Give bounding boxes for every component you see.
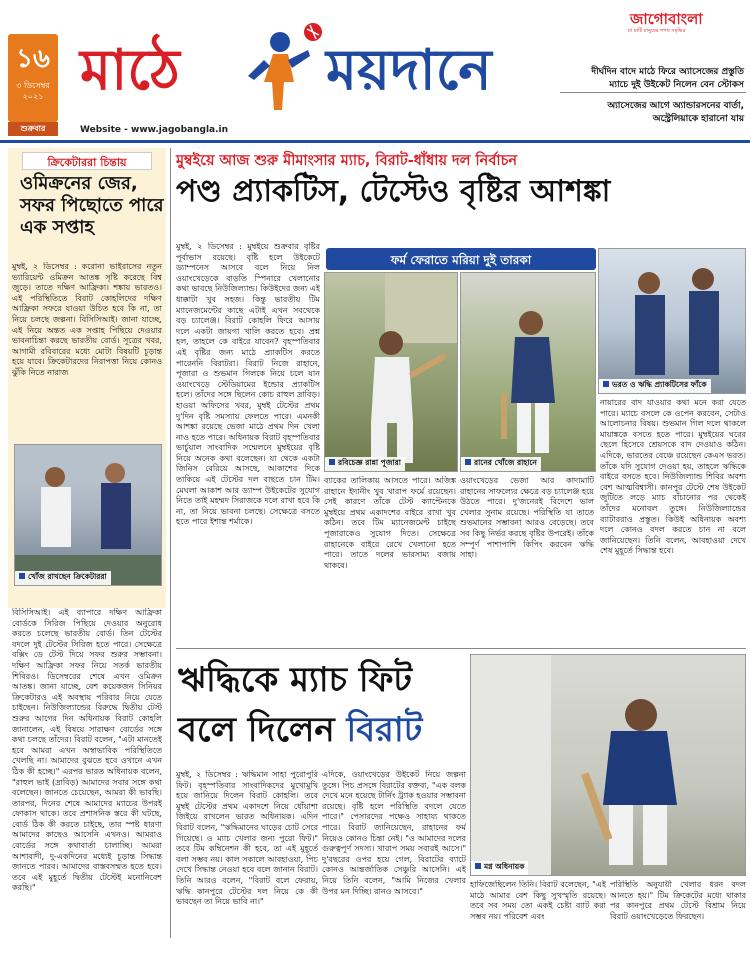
second-col-2: এদিকে, ওয়াংখেড়ের উইকেট নিয়ে জল্পনা তুঙ্গে। পিচ প্রসঙ্গে বিরাটের বক্তব্য, "এক বলক দেখে মনে হয়েছে টার্নিং ট্র্যাক হওয়ার সম্ভাবনা রয়েছে। বৃষ্টি হলে পরিস্থিতি বদলে যেতে পারে।" পেসারদের পক্ষেও সাহায্য থাকতে পারে। বিরাট জানিয়েছেন, রাহানের ফর্ম নিয়েও কোনও চিন্তা নেই। "ও আমাদের দলের গুরুত্বপূর্ণ সদস্য। খারাপ সময় সবারই আসে।" দু'বছরের ওপর হয়ে গেল, বিরাটের ব্যাটে কোনও আন্তর্জাতিক সেঞ্চুরি আসেনি। এই নিয়ে তিনি বলেন, "আমি নিজের খেলার উপর মন দিচ্ছি। রানও আসবে।" [322, 770, 466, 896]
left-kicker: ক্রিকেটাররা চিন্তায় [47, 156, 127, 169]
photo-banner: ফর্ম ফেরাতে মরিয়া দুই তারকা [390, 253, 532, 267]
left-photo-caption: খোঁজ রাখছেন ক্রিকেটাররা [28, 572, 107, 581]
teaser-2-line-2: অস্ট্রেলিয়াকে হারানো যায় [652, 114, 744, 124]
main-col-4: নায়ারের বাদ যাওয়ার কথা মনে করা যেতে পারে। ম্যাচে বসলে কে ওপেন করবেন, সেটাও আলোচনার বিষয়। শুভমান গিল দলে থাকলে মায়াঙ্ককে বসতে হতে পারে। মুম্বইয়ের ঘরের ছেলে হিসেবে শ্রেয়সকে বাদ দেওয়াও কঠিন। এদিকে, ভারতের বেঞ্চে রয়েছেন কেএস ভরত। তাঁকে যদি সুযোগ দেওয়া হয়, তাহলে ঋদ্ধিকে বাইরে বসতে হবে। নিউজিল্যান্ড শিবির অবশ্য বেশ আত্মবিশ্বাসী। কানপুর টেস্টে শেষ উইকেট জুটিতে লড়ে ম্যাচ বাঁচানোর পর থেকেই তাঁদের মনোবল তুঙ্গে। নিউজিল্যান্ডের ব্যাটাররাও প্রস্তুত। কিউই অধিনায়ক অবশ্য দলে কোনও বদল করতে চান না বলে জানিয়েছেন। তিনি বলেন, আবহাওয়া দেখে শেষ মুহূর্তে সিদ্ধান্ত হবে। [600, 398, 746, 556]
main-headline: পণ্ড প্র্যাকটিস, টেস্টেও বৃষ্টির আশঙ্কা [176, 174, 611, 209]
left-photo [14, 444, 162, 586]
main-col-1: মুম্বই, ২ ডিসেম্বর : মুম্বইয়ে শুক্রবার বৃষ্টির পূর্বাভাস রয়েছে। বৃষ্টি হলে উইকেটে ড্যাম্পনেস আসবে বলে নিয়ে নিল ওয়াংখেড়েকে বাড়তি স্পিনারে খেলানোর কথা ভাবছে নিউজিল্যান্ড। কিউইদের জন্য এই ধাক্কাটা খুব সহজ। কিন্তু ভারতীয় টিম ম্যানেজমেন্টের কাছে এটাই এখন সবথেকে বড় চ্যালেঞ্জ। বিরাট কোহলি ফিরে আসায় দলে একটা জায়গা খালি করতে হবে। প্রশ্ন হল, তাহলে কে বাইরে যাবেন? বৃহস্পতিবার এই বৃষ্টির জন্য মাঠে প্র্যাকটিস করতে পারেননি বিরাটরা। বিরাট নিজে রাহানে, পূজারা ও শুভমান গিলকে নিয়ে চলে যান ওয়াংখেড়ে স্টেডিয়ামের ইন্ডোর প্র্যাকটিস হলে। তাঁদের সঙ্গে ছিলেন কোচ রাহুল দ্রাবিড়। হাওয়া অফিসের খবর, মুম্বই টেস্টের প্রথম দু'দিন বৃষ্টি সমস্যায় ফেলতে পারে। এমনকী আশঙ্কা রয়েছে ভেজা মাঠে প্রথম দিন খেলা নাও হতে পারে। অধিনায়ক বিরাট বৃহস্পতিবার ভার্চুয়াল সাংবাদিক সম্মেলনে মুম্বইয়ের বৃষ্টি নিয়ে অনেক কথা বলেছেন। যা থেকে একটা জিনিস বেরিয়ে আসছে, আকাশের দিকে তাকিয়ে এই টেস্টের দল বাছতে চান টিম। মেঘলা আকাশ আর ড্যাম্প উইকেটের সুযোগ নিতে তাই মহম্মদ সিরাজকে দলে রাখা হবে কি না, তা নিয়ে ভাবনা চলছে। সেক্ষেত্রে বসতে হতে পারে ইশান্ত শর্মাকে। [176, 242, 320, 527]
photo-bharat-saha-caption: ভরত ও ঋদ্ধি প্র্যাকটিসের ফাঁকে [612, 380, 707, 389]
main-kicker: মুম্বইয়ে আজ শুরু মীমাংসার ম্যাচ, বিরাট-ধাঁধায় দল নির্বাচন [176, 153, 518, 169]
issue-date: ৩ ডিসেম্বর ২০২১ [16, 81, 50, 101]
left-column-rule [170, 148, 171, 938]
photo-bharat-saha [598, 248, 746, 394]
left-body-2: বিসিসিআই। এই ব্যাপারে দক্ষিণ আফ্রিকা বোর্ডকে সিরিজ পিছিয়ে দেওয়ার অনুরোধ করতে চলেছে ভারতীয় বোর্ড। তিন টেস্টের বদলে দুই টেস্টের সিরিজ হতে পারে। সেক্ষেত্রে বক্সিং ডে টেস্ট দিয়ে সফর শুরুর সম্ভাবনা। দক্ষিণ আফ্রিকা সফর নিয়ে সতর্ক ভারতীয় শিবিরও। ডিসেম্বরের শেষে এখন ওমিক্রন আতঙ্ক। জানা যাচ্ছে, বেশ কয়েকজন সিনিয়র ক্রিকেটারও এই অবস্থায় পরিবার নিয়ে যেতে চাইছেন। নিউজিল্যান্ডের বিরুদ্ধে দ্বিতীয় টেস্ট শুরুর আগের দিন অধিনায়ক বিরাট কোহলি জানালেন, এই বিষয়ে সারাক্ষণ বোর্ডের সঙ্গে কথা চলছে তাঁদের। বিরাট বলেন, "এটা মানতেই হবে আমরা এখন অস্বাভাবিক পরিস্থিতিতে খেলছি না। আমাদের বুঝতে হবে ওখানে এখন ঠিক কী হচ্ছে।" এরপর ভারত অধিনায়ক বলেন, "রাহুল ভাই (দ্রাবিড়) আমাদের সবার সঙ্গে কথা বলেছেন। জানতে চেয়েছেন, আমরা কী ভাবছি। তারপর, দিনের শেষে আমাদের ম্যাচের উপরই ফোকাস থাকে। তবে প্রশাসনিক স্তরে কী ঘটছে, বোর্ড ঠিক কী করতে চাইছে, তার স্পষ্ট ধারণা আমাদের কাছেও আসেনি এখনও। আমরাও বোর্ডের সঙ্গে কথাবার্তা চালাচ্ছি। আমরা আশাবাদী, দু-একদিনের মধ্যেই চূড়ান্ত সিদ্ধান্ত জানতে পারব। আমাদের বাস্তবসম্মত হতে হবে। তবে এই মুহূর্তে দ্বিতীয় টেস্টেই মনোনিবেশ করছি।" [12, 608, 162, 893]
second-headline-line-1: ঋদ্ধিকে ম্যাচ ফিট [178, 660, 412, 700]
second-col-5: পরিস্থিতি অনুযায়ী খেলার ধরন বদল আনতে হয়।" টিম ক্রিকেটের মধ্যে থাকার পর কানপুরে প্রথম টেস্টে বিশ্রাম নিয়ে বিরাট ওয়াংখেড়েতে ফিরছেন। [610, 880, 746, 921]
photo-pujara-caption: রবিচেজ্ঞ রান্না পূজারা [338, 458, 401, 467]
page-number: ১৬ [16, 44, 50, 74]
second-headline-line-2 [178, 708, 478, 752]
teaser-2-line-1: অ্যাসেজের আগে অ্যান্ডারসনের বার্তা, [607, 101, 744, 111]
teaser-divider [560, 92, 746, 93]
player-logo [218, 20, 328, 120]
photo-rahane-caption: রানের খোঁজে রাহানে [474, 458, 537, 467]
teaser-1-line-1: দীর্ঘদিন বাদে মাঠে ফিরে অ্যাসেজের প্রস্তুতি [591, 67, 744, 77]
photo-kohli-caption: মগ্ন অধিনায়ক [484, 862, 525, 871]
masthead-rule [0, 140, 750, 143]
main-col-2: ব্যাকের তালিকায় আসতে পারে। অজিঙ্ক রাহানে ইদানীং খুব খারাপ ফর্মে রয়েছেন। সেই কারণে তাঁকে টেস্ট ক্যাপ্টেনকে মুম্বইয়ে প্রথম একাদশের বাইরে রাখা খুব কঠিন। তবে টিম ম্যানেজমেন্ট চাইছে পূজারাকেও সুযোগ দিতে। সেক্ষেত্রে রাহানেকে বাইরে রেখে খেলানো হতে পারে। তাতে দলের ভারসাম্য বজায় থাকবে। [324, 476, 456, 570]
photo-pujara [324, 272, 458, 472]
second-headline-accent: বিরাট [346, 710, 423, 750]
second-col-1: মুম্বই, ২ ডিসেম্বর : ঋদ্ধিমান সাহা পুরোপুরি ফিট। বৃহস্পতিবার সাংবাদিকদের মুখোমুখি হয়ে জানিয়ে দিলেন বিরাট কোহলি। তবে মুম্বই টেস্টের প্রথম একাদশে নিয়ে ধোঁয়াশা জিইয়ে রাখলেন ভারত অধিনায়ক। এদিন বিরাট বলেন, "ঋদ্ধিমানের ঘাড়ের চোট সেরে গিয়েছে। ও ম্যাচ খেলার জন্য পুরো ফিট।" তবে টিম কম্বিনেশন কী হবে, তা এই মুহূর্তে বলা সম্ভব নয়। কাল সকালে আবহাওয়া, পিচ দেখে সিদ্ধান্ত নেওয়া হবে বলে জানান বিরাট। তিনি আরও বলেন, "বিরাট বলে ফেরায়, ঋদ্ধি কানপুরে টেস্টের দল নিয়ে কে কী ভাবছেন তা নিয়ে ভাবি না।" [176, 770, 318, 907]
section-title-right: ময়দানে [326, 38, 492, 103]
second-headline-main: বলে দিলেন [178, 710, 335, 750]
photo-rahane [460, 272, 596, 472]
section-divider [176, 648, 746, 649]
photo-kohli [470, 654, 746, 876]
left-body-1: মুম্বই, ২ ডিসেম্বর : করোনা ভাইরাসের নতুন ভ্যারিয়েন্ট ওমিক্রন আতঙ্ক সৃষ্টি করেছে বিশ্ব জুড়ে। তাতে দক্ষিণ আফ্রিকা। শঙ্কায় ভারতও। এই পরিস্থিতিতে বিরাট কোহলিদের দক্ষিণ আফ্রিকা সফরে যাওয়া উচিত হবে কি না, তা নিয়ে চলছে জল্পনা। বিসিসিআই। জানা যাচ্ছে, এই নিয়ে অন্তত এক সপ্তাহ পিছিয়ে দেওয়ার ভাবনাচিন্তা করছে ভারতীয় বোর্ড। সূত্রের খবর, আগামী রবিবারের মধ্যে মোটা বিষয়টি চূড়ান্ত হয়ে যাবে। ক্রিকেটারদের নিরাপত্তা নিয়ে কোনও ঝুঁকি নিতে নারাজ [12, 262, 162, 377]
left-headline: ওমিক্রনের জের, সফর পিছোতে পারে এক সপ্তাহ [20, 173, 164, 238]
main-col-3: ওয়াংখেড়ের ভেজা আর কাদামাটি রাহানের সাফল্যের ক্ষেত্রে বড় চ্যালেঞ্জ হয়ে উঠতে পারে। দু'জনেরই বিদেশে ভাল খেলার সুনাম রয়েছে। পরিস্থিতি যা তাতে শুভমানের সম্ভাবনা আরও বেড়েছে। তবে সব কিছু নির্ভর করছে বৃষ্টির উপরেই। তাঁকে সম্পূর্ণ পাশাপাশি কিপিং করবেন ঋদ্ধি সাহা। [460, 476, 594, 560]
brand-tagline: মা মাটি মানুষের শপথ সমৃদ্ধির [628, 28, 686, 34]
website-url[interactable]: Website - www.jagobangla.in [80, 125, 229, 135]
second-col-4: হাফিজেছিলেন তিনি। বিরাট বলেছেন, "এই মাঠে আমার বেশ কিছু সুখস্মৃতি রয়েছে। তবে সব সময় তো একই চেষ্টা ব্যাট করা সম্ভব নয়। পরিবেশ এবং [470, 880, 606, 921]
brand-logo: জাগোবাংলা [630, 10, 703, 28]
teaser-1-line-2: ম্যাচে দুই উইকেট নিলেন বেন স্টোকস [609, 80, 744, 90]
section-title-left: মাঠে [80, 38, 180, 103]
weekday: শুক্রবার [20, 124, 46, 133]
